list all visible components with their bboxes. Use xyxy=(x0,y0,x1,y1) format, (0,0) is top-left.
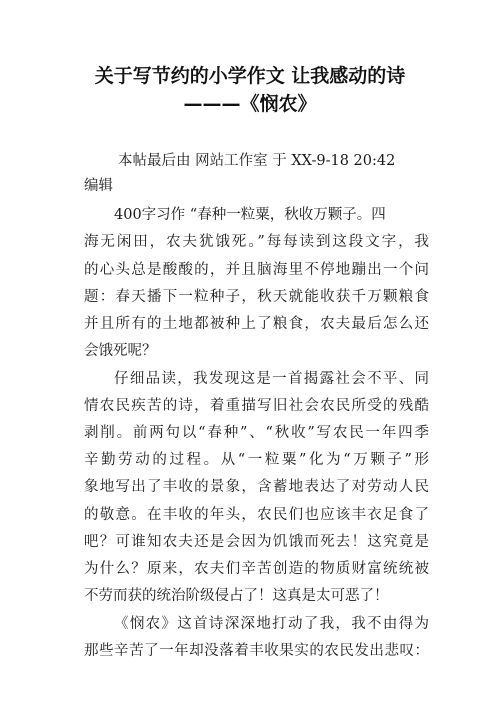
post-meta-line-2: 编辑 xyxy=(84,178,113,194)
body-line-16: 《悯农》这首诗深深地打动了我，我不由得为 xyxy=(114,616,429,632)
body-line-6: 会饿死呢？ xyxy=(84,343,157,359)
body-line-1: 400字习作 “春种一粒粟，秋收万颗子。四 xyxy=(114,207,386,223)
body-line-5: 并且所有的土地都被种上了粮食，农夫最后怎么还 xyxy=(84,316,429,332)
body-line-17: 那些辛苦了一年却没落着丰收果实的农民发出悲叹： xyxy=(84,643,429,659)
body-line-4: 题：春天播下一粒种子，秋天就能收获千万颗粮食 xyxy=(84,289,429,305)
body-line-9: 剥削。前两句以“春种”、“秋收”写农民一年四季 xyxy=(84,425,429,441)
body-line-2: 海无闲田，农夫犹饿死。”每每读到这段文字，我 xyxy=(84,234,429,250)
body-line-3: 的心头总是酸酸的，并且脑海里不停地蹦出一个问 xyxy=(84,262,429,278)
document-title-line-2: ———《悯农》 xyxy=(183,93,317,115)
document-title-line-1: 关于写节约的小学作文 让我感动的诗 xyxy=(94,65,406,87)
body-line-7: 仔细品读，我发现这是一首揭露社会不平、同 xyxy=(114,371,429,387)
body-line-15: 不劳而获的统治阶级侵占了！这真是太可恶了！ xyxy=(84,588,389,604)
body-line-10: 辛勤劳动的过程。从“一粒粟”化为“万颗子”形 xyxy=(84,452,429,468)
post-meta-line-1: 本帖最后由 网站工作室 于 XX-9-18 20:42 xyxy=(118,153,396,169)
body-line-11: 象地写出了丰收的景象，含蓄地表达了对劳动人民 xyxy=(84,479,429,495)
body-line-13: 吧？可谁知农夫还是会因为饥饿而死去！这究竟是 xyxy=(84,534,429,550)
body-line-14: 为什么？原来，农夫们辛苦创造的物质财富统统被 xyxy=(84,561,429,577)
body-line-12: 的敬意。在丰收的年头，农民们也应该丰衣足食了 xyxy=(84,507,429,523)
body-line-8: 情农民疾苦的诗，着重描写旧社会农民所受的残酷 xyxy=(84,398,429,414)
